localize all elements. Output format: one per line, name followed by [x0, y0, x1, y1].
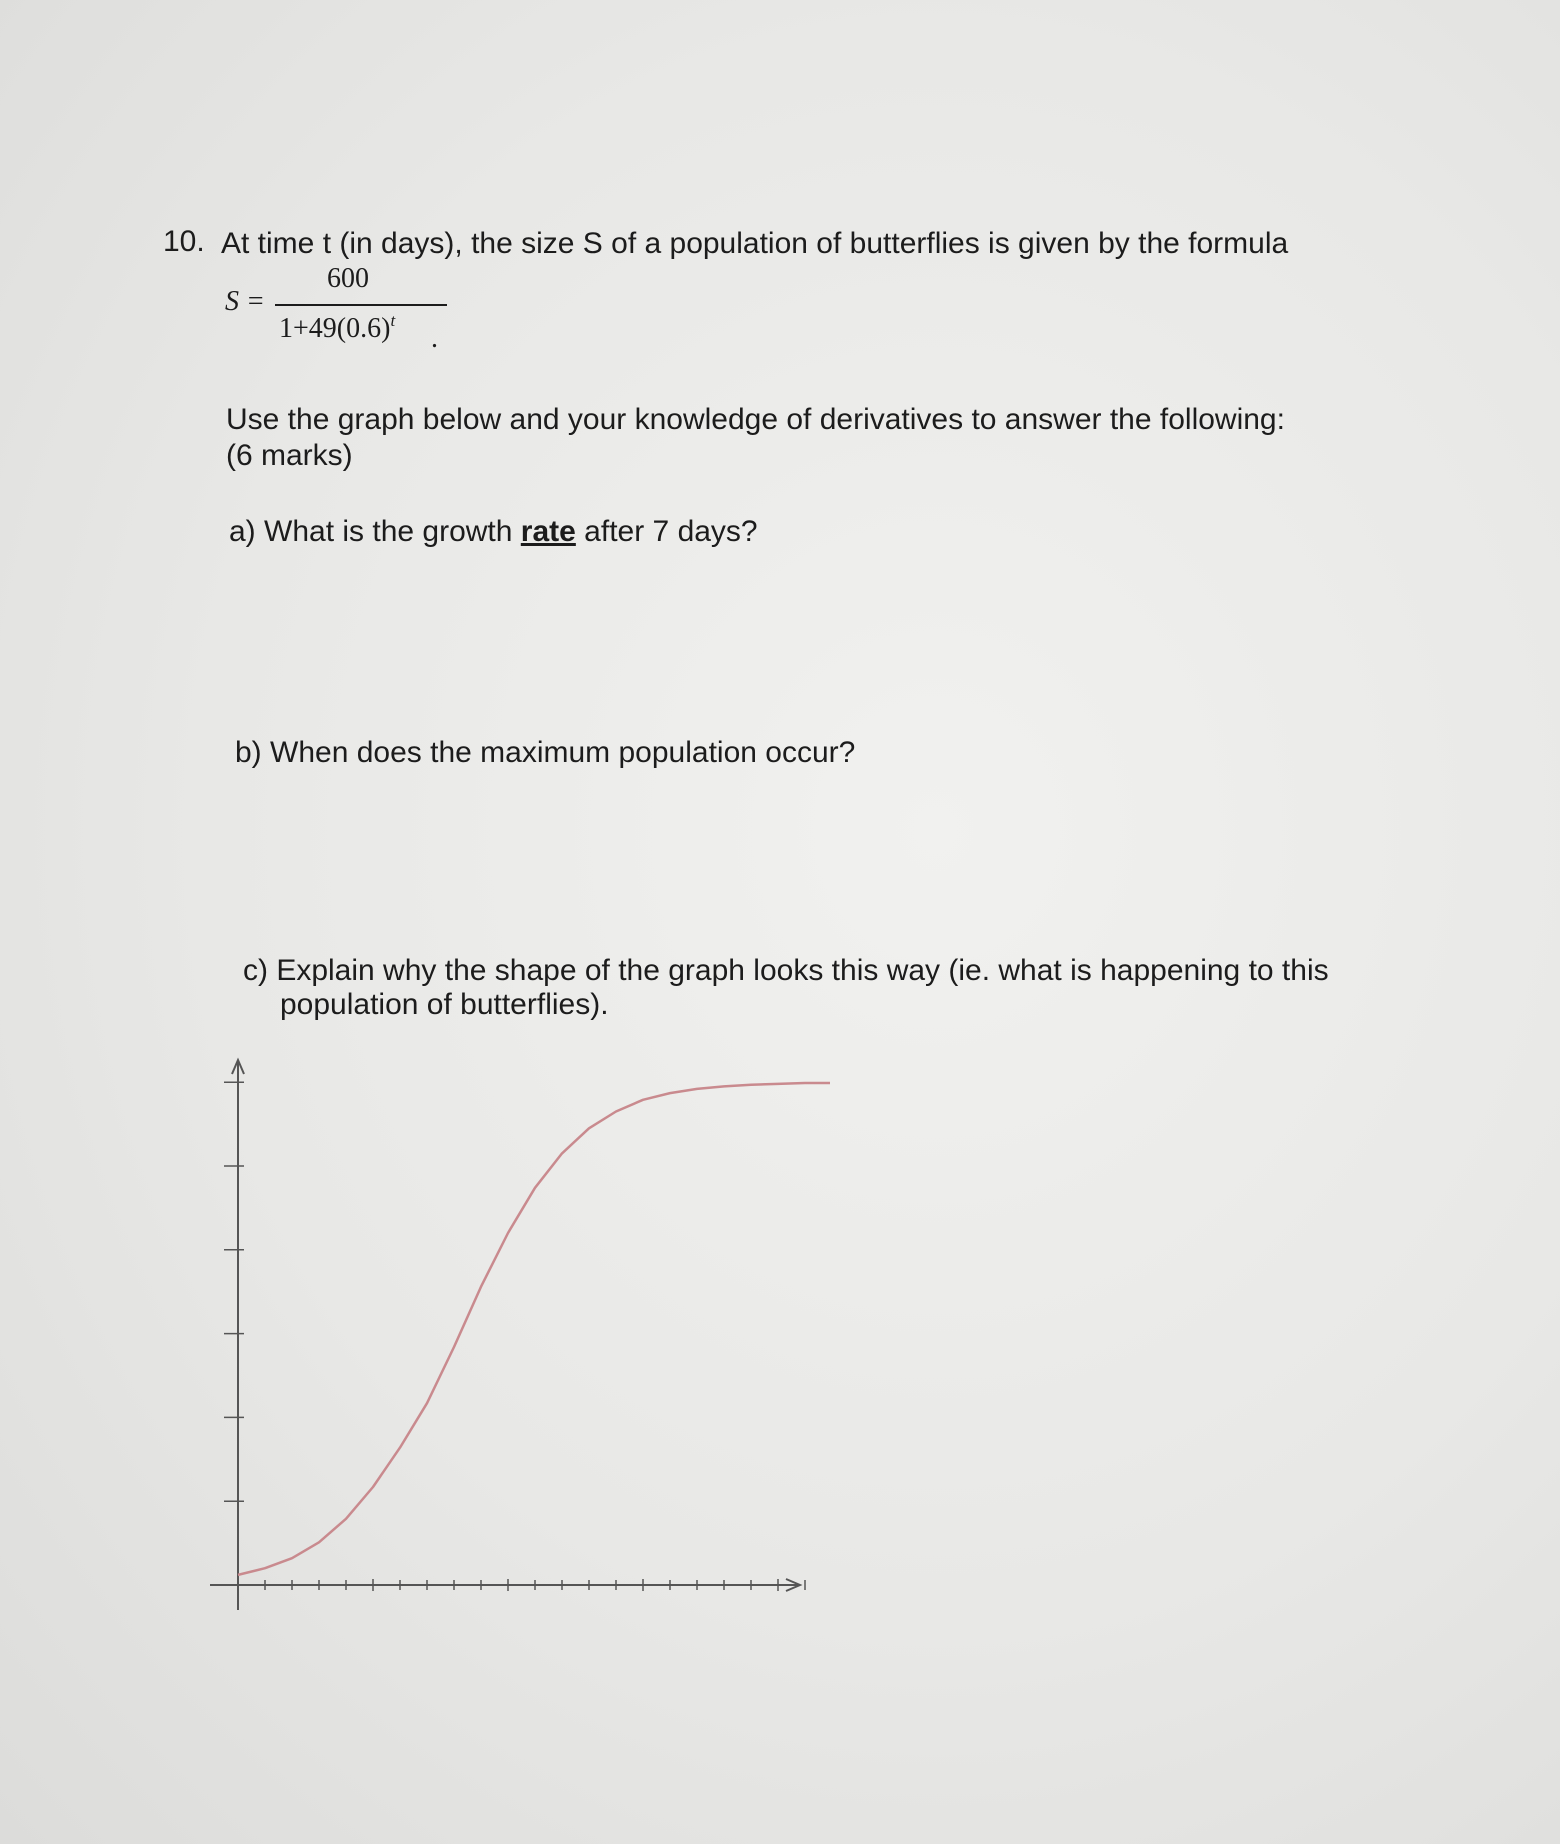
part-c-question-line2: population of butterflies).: [280, 988, 609, 1021]
denominator-base: 1+49(0.6): [279, 313, 391, 344]
denominator-exponent: t: [390, 311, 396, 330]
part-b-question: b) When does the maximum population occur?: [235, 736, 856, 769]
marks-text: (6 marks): [226, 439, 353, 472]
part-a-suffix: after 7 days?: [575, 515, 758, 548]
part-c-question-line1: c) Explain why the shape of the graph looks this way (ie. what is happening to this: [243, 954, 1329, 987]
population-curve: [238, 1083, 830, 1575]
formula-lhs: S =: [225, 286, 265, 317]
formula-denominator: [279, 311, 395, 345]
formula-period: .: [431, 323, 438, 354]
part-a-question: [229, 514, 758, 550]
part-a-prefix: a) What is the growth: [229, 515, 521, 548]
question-number: 10.: [163, 225, 205, 258]
formula-numerator: 600: [327, 263, 369, 294]
fraction-bar: [275, 304, 447, 306]
question-intro: At time t (in days), the size S of a population of butterflies is given by the formula: [221, 227, 1289, 260]
population-graph: [190, 1040, 830, 1620]
instruction-text: Use the graph below and your knowledge of derivatives to answer the following:: [226, 403, 1285, 436]
part-a-emphasis: rate: [520, 515, 576, 548]
population-formula: [225, 260, 455, 354]
